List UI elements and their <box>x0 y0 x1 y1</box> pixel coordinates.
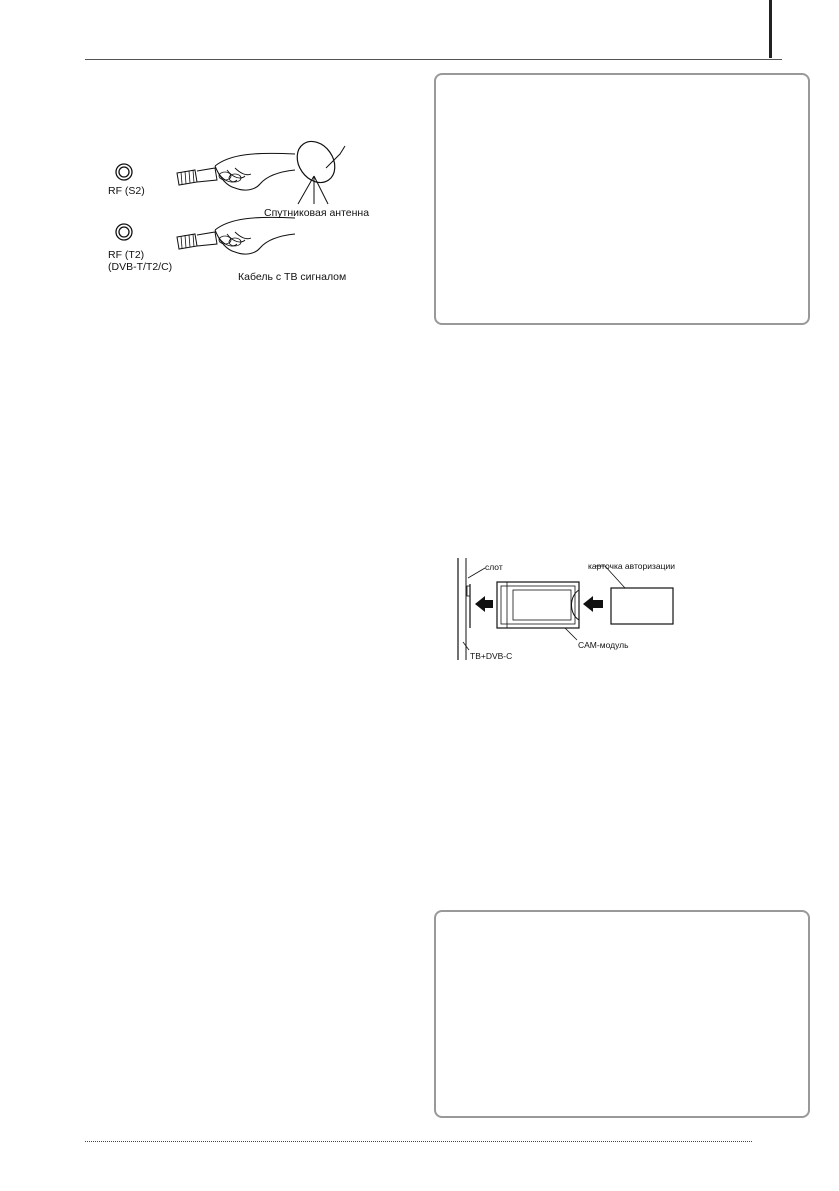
satellite-dish-icon <box>292 138 362 206</box>
tv-dvb-c-label: ТВ+DVB-C <box>470 651 513 661</box>
rf-t2-sub-label: (DVB-T/T2/C) <box>108 261 173 273</box>
page-edge-mark <box>769 0 772 58</box>
rf-s2-connector-icon <box>114 162 134 182</box>
satellite-antenna-label: Спутниковая антенна <box>264 207 370 219</box>
rf-t2-connector-icon <box>114 222 134 242</box>
tv-cable-label: Кабель с ТВ сигналом <box>238 271 347 283</box>
hand-plug-icon <box>175 148 300 198</box>
slot-label: слот <box>485 562 503 572</box>
hand-cable-icon <box>175 212 300 262</box>
rf-t2-label: RF (T2) <box>108 249 145 261</box>
top-rule <box>85 59 782 60</box>
authorization-card-label: карточка авторизации <box>588 561 675 571</box>
cam-module-label: CAM-модуль <box>578 640 629 650</box>
note-box-bottom <box>434 910 810 1118</box>
bottom-dotted-rule <box>85 1141 752 1142</box>
rf-s2-label: RF (S2) <box>108 185 145 197</box>
note-box-top <box>434 73 810 325</box>
